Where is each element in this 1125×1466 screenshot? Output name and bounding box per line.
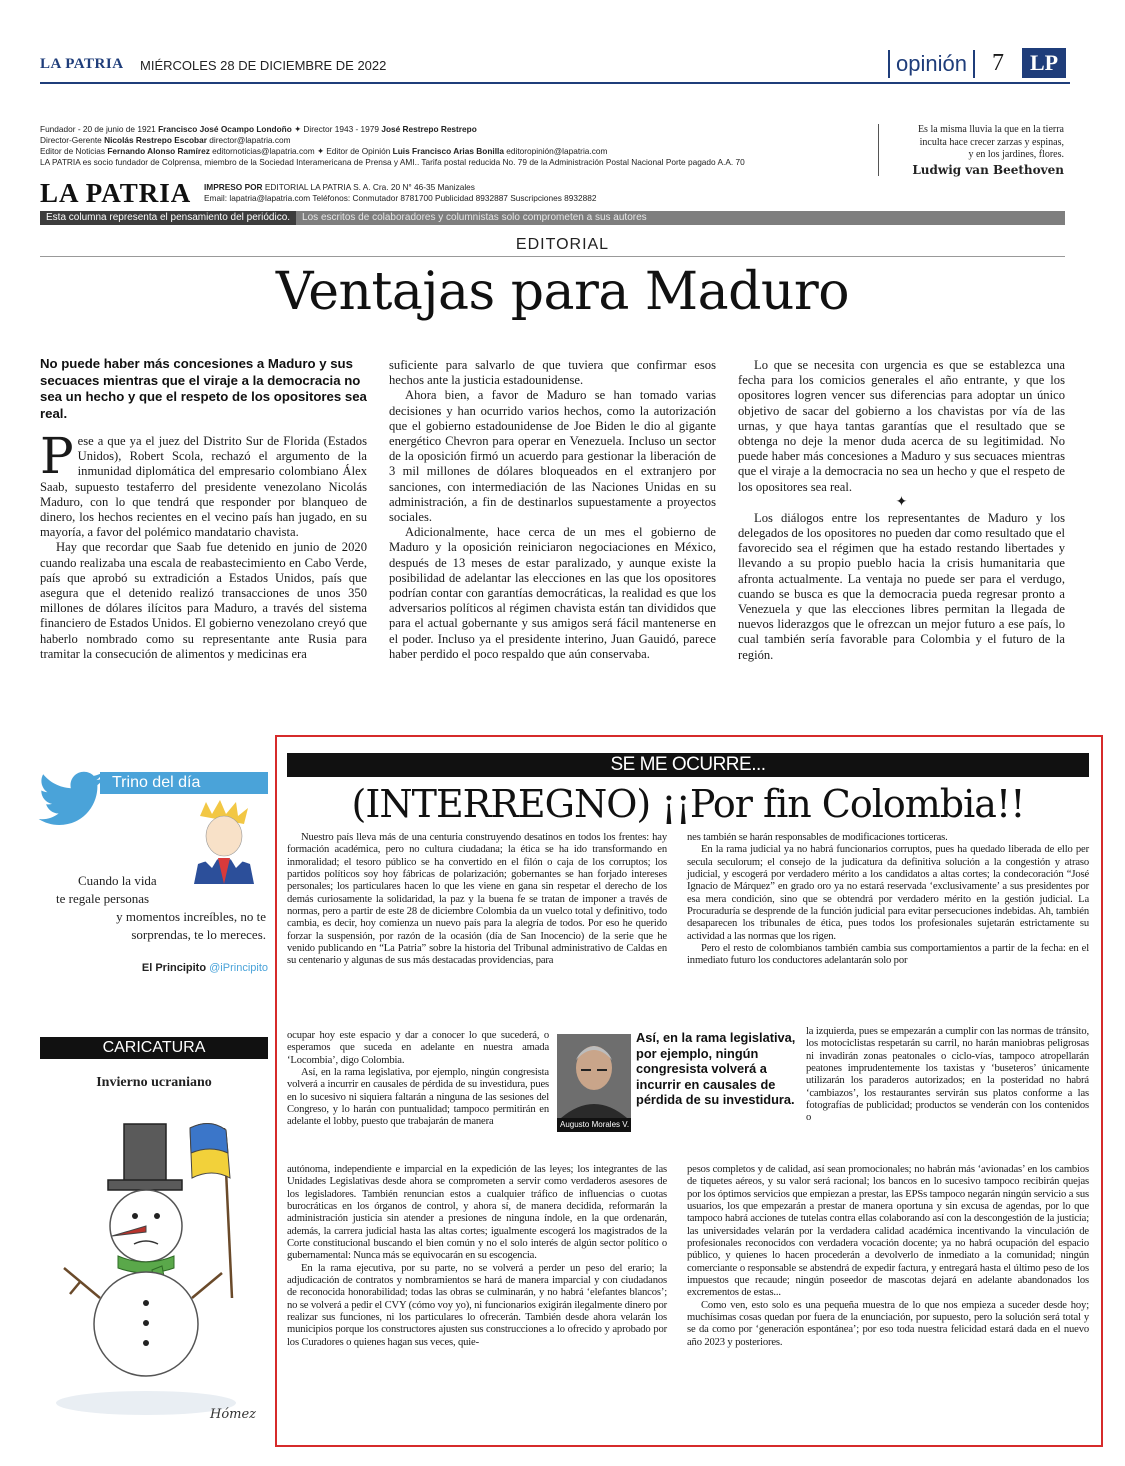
tweet-author-handle[interactable]: @iPrincipito	[209, 962, 268, 974]
paragraph: Nuestro país lleva más de una centuria construyendo desatinos en todos los frentes: hay formación académica, pero no cultura ciudadana; la ética se ha ido transformando en inmoralidad; el tesoro público se ha convertido en el filón o caja de los corruptos; los partidos políticos soy hoy fábricas de polarización; gobernantes se han forjado intereses personales; los particulares hacen lo que les viene en gana sin respetar el derecho de los demás curiosamente la solidaridad, la paz y la buena fe se tratan de imponer a través de normas, pero a partir de este 28 de diciembre Colombia da un vuelco total y definitivo, todo cambia, es decir, hoy comienza un nuevo país para la alegría de todos. Por eso he querido forzar la suspensión, por razón de la ocasión (día de San Inocencio) de la serie que he venido publicando en “La Patria” sobre la historia del Tribunal administrativo de Caldas en su centenario y algunas de sus más destacadas providencias, para	[287, 832, 667, 967]
author-photo	[557, 1034, 631, 1118]
caricature-signature: Hómez	[210, 1407, 257, 1422]
pull-quote: Así, en la rama legislativa, por ejemplo, ningún congresista volverá a incurrir en causales de pérdida de su investidura.	[636, 1030, 796, 1108]
quote-line: inculta hace crecer zarzas y espinas,	[919, 136, 1064, 148]
editorial-kicker: EDITORIAL	[515, 236, 610, 253]
twitter-bird-icon	[38, 770, 108, 826]
masthead-logo: LA PATRIA	[40, 178, 192, 208]
issue-date: MIÉRCOLES 28 DE DICIEMBRE DE 2022	[140, 58, 387, 73]
editorial-column-2	[389, 358, 716, 662]
credit-name: José Restrepo Restrepo	[381, 124, 477, 134]
notice-left: Esta columna representa el pensamiento del periódico.	[40, 211, 296, 225]
caricature-label: CARICATURA	[40, 1037, 268, 1059]
tweet-author	[120, 962, 268, 974]
credit-name: Luis Francisco Arias Bonilla	[392, 146, 504, 156]
paragraph: ocupar hoy este espacio y dar a conocer lo que sucederá, o esperamos que suceda en adelante en nuestra amada ‘Locombia’, digo Colombia.	[287, 1030, 549, 1066]
paragraph: Lo que se necesita con urgencia es que se establezca una fecha para los comicios generales el año entrante, y que los opositores logren vencer sus diferencias para adoptar un único objetivo de sacar del gobierno a los chavistas por vía de las urnas, y que haya tantas garantías que el resultado que se obtenga no deje la menor duda acerca de su legitimidad. No puede haber más concesiones a Maduro y sus secuaces mientras que el viraje a la democracia no sea un hecho y que el respeto de los opositores sea real.	[738, 358, 1065, 494]
editorial-column-3	[738, 358, 1065, 663]
paragraph: Como ven, esto solo es una pequeña muestra de lo que nos empieza a suceder desde hoy; muchísimas cosas quedan por fuera de la enunciación, por supuesto, pero la solución será total y se da como por ‘generación espontánea’; por eso toda nuestra felicidad estará dada en el nuevo año 2023 y posteriores.	[687, 1299, 1089, 1348]
notice-right: Los escritos de colaboradores y columnistas solo comprometen a sus autores	[302, 212, 647, 223]
paragraph: Los diálogos entre los representantes de Maduro y los delegados de los opositores no pueden dar como resultado que el favorecido sea el régimen que ha estado restando libertades y llevando a su propio pueblo hacia la crisis humanitaria que afronta actualmente. La ventaja no puede ser para el verdugo, cuando se busca es que la democracia pueda regresar pronto a Venezuela y que las elecciones libres permitan la llegada de nuevos liderazgos que le ofrezcan un mejor futuro a ese país, lo cual también sería favorable para Colombia y el futuro de la región.	[738, 510, 1065, 662]
paragraph: En la rama ejecutiva, por su parte, no se volverá a perder un peso del erario; la adjudicación de contratos y nombramientos se hará de manera imparcial y con ciudadanos de reconocida honorabilidad; todas las obras se culminarán, y no habrá ‘elefantes blancos’; no se volverá a pedir el CVY (cómo voy yo), ni funcionarios exigirán ilegalmente dinero por realizar sus funciones, ni los particulares lo ofrecerán. También desde ahora velarán los municipios porque los constructores ajusten sus construcciones a lo ofrecido y aprobado por los Curadores o quienes hagan sus veces, quie-	[287, 1262, 667, 1348]
printer-contacts: Email: lapatria@lapatria.com Teléfonos: Conmutador 8781700 Publicidad 8932887 Suscripciones 8932882	[204, 193, 597, 203]
tweet-author-name: El Principito	[141, 962, 207, 974]
author-caption: Augusto Morales V.	[557, 1118, 631, 1132]
tweet-line: te regale personas	[56, 891, 150, 906]
quote-line: Es la misma lluvia la que en la tierra	[917, 124, 1064, 135]
top-bar	[40, 50, 1070, 84]
paragraph: Adicionalmente, hace cerca de un mes el gobierno de Maduro y la oposición reiniciaron negociaciones en México, después de 13 meses de estar paralizado, y aunque existe la posibilidad de adelantar las elecciones en las que los opositores podrían contar con garantías democráticas, la realidad es que los adversarios políticos al régimen chavista están tan divididos que para el actual gobernante y sus amigos será fácil mantenerse en el poder. Incluso ya el presidente interino, Juan Gauidó, parece haber perdido el poco respaldo que aún conservaba.	[389, 525, 716, 661]
lp-logo: LP	[1022, 48, 1066, 78]
paragraph: Ahora bien, a favor de Maduro se han tomado varias decisiones y han ocurrido varios hechos, como la autorización que el gobierno estadounidense de Joe Biden le dio al gigante energético Chevron para operar en Venezuela. Incluso un sector de la oposición firmó un acuerdo para gestionar la liberación de 3 mil millones de dólares bloqueados en el extranjero por sanciones, con intermediación de las Naciones Unidas en su administración, a fin de destinarlos supuestamente a proyectos sociales.	[389, 388, 716, 525]
quote-box	[878, 124, 1064, 176]
paragraph: pesos completos y de calidad, así sean promocionales; no habrán más ‘avionadas’ en los cambios de tiquetes aéreos, y su valor será racional; los bancos en lo sucesivo tampoco recibirán quejas por los óptimos servicios que empiezan a prestar, las EPSs tampoco negarán ningún servicio a sus usuarios, los que empezarán a prestar de manera oportuna y sin excusa de agendas, por lo que tampoco habrá acciones de tutelas contra ellas colaborando así con la descongestión de la justicia; las universidades velarán por la verdadera calidad académica incentivando la vinculación de profesionales reconocidos con verdadera vocación docente; ya no habrá ocupación del espacio público, y quienes lo hacen procederán a devolverlo de inmediato a la comunidad; ningún comerciante o responsable se abstendrá de expedir factura, y entregará hasta el último peso de los impuestos que recaude; ningún poseedor de mascotas dejará en adelante abandonados los excrementos de estas...	[687, 1164, 1089, 1299]
caricature-title: Invierno ucraniano	[96, 1075, 212, 1090]
opinion-column-2a	[687, 832, 1089, 968]
opinion-column-1b	[287, 1030, 549, 1129]
paragraph: Hay que recordar que Saab fue detenido en junio de 2020 cuando realizaba una escala de reabastecimiento en Cabo Verde, país que aprobó su extradición a Estados Unidos, país que asegura que el detenido realizó transacciones de unos 350 millones de dólares ilícitos para Maduro, a través del sistema financiero de Estados Unidos. El gobierno venezolano creyó que haberlo nombrado como su representante ante Rusia para tramitar la consecución de alimentos y medicinas era	[40, 540, 367, 661]
tweet-line: y momentos increíbles, no te	[116, 909, 266, 924]
credit-email: director@lapatria.com	[209, 135, 291, 145]
snowman-caricature	[40, 1098, 268, 1428]
drop-cap: P	[40, 427, 74, 485]
quote-author: Ludwig van Beethoven	[912, 162, 1064, 177]
opinion-kicker: SE ME OCURRE...	[287, 753, 1089, 777]
credit-text: LA PATRIA es socio fundador de Colprensa, miembro de la Sociedad Interamericana de Prensa y AMI.. Tarifa postal reducida No. 79 de la Administración Postal Nacional Porte pagado A.A. 70	[40, 157, 745, 167]
section-name: opinión	[888, 50, 975, 78]
credit-name: Francisco José Ocampo Londoño	[158, 124, 292, 134]
credit-text: Fundador - 20 de junio de 1921	[40, 124, 156, 134]
notice-bar	[40, 211, 1065, 225]
printer-text: EDITORIAL LA PATRIA S. A. Cra. 20 N° 46-35 Manizales	[264, 182, 475, 192]
page-number: 7	[992, 50, 1004, 76]
paragraph: Así, en la rama legislativa, por ejemplo, ningún congresista volverá a incurrir en causales de pérdida de su investidura, pues en lo sucesivo ni siquiera faltarán a ninguna de las sesiones del Congreso, y lo harán con puntualidad; tampoco permitirán en adelante el lobby, puesto que trabajarán de manera	[287, 1067, 549, 1128]
tweet-line: Cuando la vida	[78, 873, 157, 888]
tweet-text	[56, 872, 266, 944]
credit-text: Director-Gerente	[40, 135, 102, 145]
paragraph: suficiente para salvarlo de que tuviera que confirmar esos hechos ante la justicia estadounidense.	[389, 358, 716, 388]
credit-email: editoropinión@lapatria.com	[506, 146, 608, 156]
opinion-headline: (INTERREGNO) ¡¡Por fin Colombia!!	[351, 782, 1025, 826]
tweet-section-label: Trino del día	[100, 772, 268, 794]
opinion-column-1a	[287, 832, 667, 968]
paragraph	[40, 427, 367, 540]
paragraph: En la rama judicial ya no habrá funcionarios corruptos, pues ha quedado liberada de ello per secula seculorum; el consejo de la judicatura da definitiva solución a la congestión y atraso judicial, y escogerá por verdadero mérito a los candidatos a altas cortes; la condecoración “José Ignacio de Márquez” en grado oro ya no estará reservada ‘exclusivamente’ a sus presidentes por esa mera condición, sino que se obtendrá por verdadero mérito en la gestión judicial. La Procuraduría se desprende de la función judicial para evitar persecuciones indebidas. Ah, también desaparecen los tribunales de ética, pues todos los profesionales sujetarán estrictamente su actividad a las normas que los rigen.	[687, 844, 1089, 942]
paragraph: la izquierda, pues se empezarán a cumplir con las normas de tránsito, los motociclistas respetarán su carril, no harán maniobras peligrosas ni invadirán zonas peatonales o ciclo-vías, tampoco atropellarán peatones imprudentemente los taxistas y ‘buseteros’ únicamente utilizarán los paraderos autorizados; en la posteridad no habrá ‘cambiazos’, los restaurantes servirán sus platos conforme a las fotografías de publicidad; productos se venderán con los contenidos o	[806, 1026, 1089, 1124]
opinion-column-1c	[287, 1164, 667, 1349]
paragraph: nes también se harán responsables de modificaciones torticeras.	[687, 832, 948, 843]
opinion-column-2c	[687, 1164, 1089, 1349]
credit-text: Editor de Noticias	[40, 146, 106, 156]
brand-small: LA PATRIA	[40, 56, 124, 72]
separator-diamond: ✦	[895, 494, 908, 510]
credit-name: Fernando Alonso Ramírez	[107, 146, 210, 156]
paragraph: Pero el resto de colombianos también cambia sus comportamientos a partir de la fecha: en el inmediato futuro los conductores adelantarán solo por	[687, 943, 1089, 967]
divider	[40, 256, 1065, 257]
editorial-headline: Ventajas para Maduro	[275, 262, 850, 322]
tweet-line: sorprendas, te lo mereces.	[131, 927, 266, 942]
printer-label: IMPRESO POR	[204, 182, 263, 192]
credit-text: ✦ Director 1943 - 1979	[294, 124, 380, 134]
editorial-lede: No puede haber más concesiones a Maduro y sus secuaces mientras que el viraje a la democracia no sea un hecho y que el respeto de los opositores sea real.	[40, 356, 367, 421]
printer-info	[204, 182, 596, 204]
credit-name: Nicolás Restrepo Escobar	[104, 135, 207, 145]
credit-text: editornoticias@lapatria.com ✦ Editor de Opinión	[212, 146, 391, 156]
paragraph-text: ese a que ya el juez del Distrito Sur de Florida (Estados Unidos), Robert Scola, rechazó el argumento de la inmunidad diplomática del empresario colombiano Álex Saab, supuesto testaferro del presidente venezolano Nicolás Maduro, con lo que tendrá que responder por blanqueo de dinero, los hechos recientes en el vecino país han jugado, en su mayoría, a favor del polémico mandatario chavista.	[40, 434, 367, 540]
paragraph: autónoma, independiente e imparcial en la expedición de las leyes; los integrantes de las Unidades Legislativas desde ahora se comprometen a servir como verdaderos asesores de los legisladores. También renuncian estos a cualquier tráfico de influencias o cuotas burocráticas en los órganos de control, y ahora sí, de manera decidida, reformarán la administración justicia sin atender a presiones de ninguna índole, en la que ordenarán, además, la carrera judicial hasta las altas cortes; igualmente escogerá los magistrados de la Corte constitucional buscando el bien común y no el solo interés de algún sector político o gubernamental: Nunca más se equivocarán en su escogencia.	[287, 1164, 667, 1262]
staff-credits	[40, 124, 860, 168]
quote-line: y en los jardines, flores.	[968, 149, 1064, 160]
editorial-column-1	[40, 356, 367, 662]
author-portrait-icon	[557, 1034, 631, 1118]
opinion-column-2b	[806, 1026, 1089, 1125]
